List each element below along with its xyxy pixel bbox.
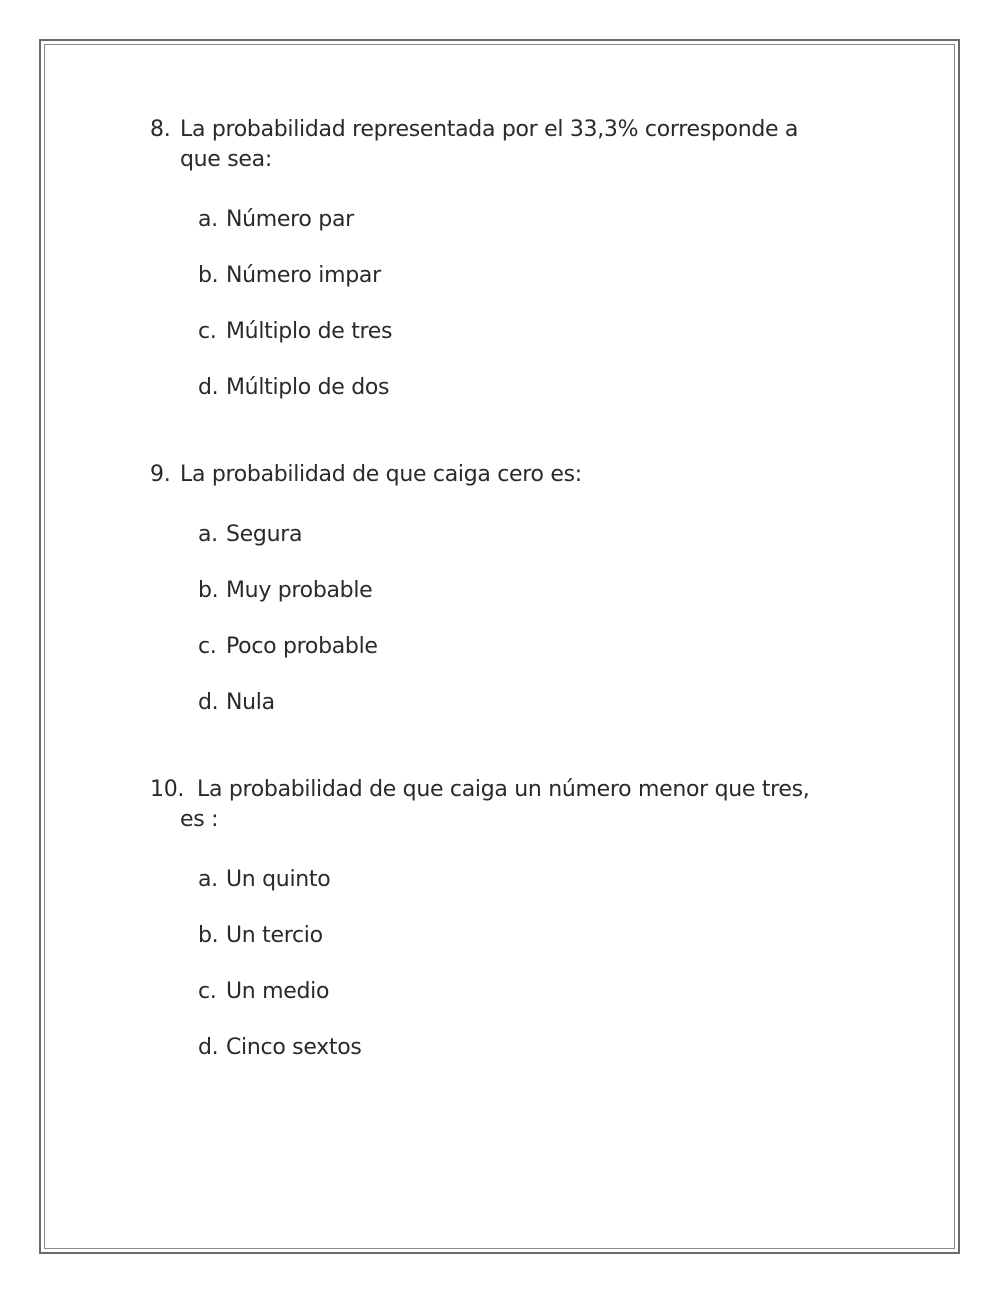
question-text: La probabilidad representada por el 33,3% corresponde a (180, 117, 799, 142)
option-letter: b. (198, 263, 219, 288)
question-9 (150, 460, 850, 490)
option-b[interactable] (198, 921, 362, 977)
option-a[interactable] (198, 205, 392, 261)
options-question-10 (198, 865, 362, 1089)
option-text: Poco probable (226, 634, 378, 659)
option-letter: c. (198, 319, 217, 344)
option-text: Múltiplo de tres (226, 319, 393, 344)
option-a[interactable] (198, 865, 362, 921)
option-letter: d. (198, 375, 219, 400)
question-text: La probabilidad de que caiga un número menor que tres, (197, 777, 810, 802)
option-letter: a. (198, 207, 218, 232)
question-8 (150, 115, 850, 175)
option-text: Cinco sextos (226, 1035, 362, 1060)
option-text: Número impar (226, 263, 381, 288)
option-text: Un tercio (226, 923, 323, 948)
option-b[interactable] (198, 576, 378, 632)
question-text: La probabilidad de que caiga cero es: (180, 462, 582, 487)
question-text-continued: que sea: (180, 147, 272, 172)
option-c[interactable] (198, 632, 378, 688)
question-number: 8. (150, 117, 171, 142)
option-text: Múltiplo de dos (226, 375, 390, 400)
option-d[interactable] (198, 373, 392, 429)
option-d[interactable] (198, 688, 378, 744)
option-letter: b. (198, 923, 219, 948)
option-a[interactable] (198, 520, 378, 576)
option-text: Segura (226, 522, 303, 547)
question-number: 10. (150, 777, 185, 802)
options-question-8 (198, 205, 392, 429)
options-question-9 (198, 520, 378, 744)
option-text: Un quinto (226, 867, 331, 892)
option-letter: d. (198, 690, 219, 715)
option-text: Un medio (226, 979, 330, 1004)
option-text: Muy probable (226, 578, 373, 603)
option-letter: a. (198, 522, 218, 547)
option-letter: b. (198, 578, 219, 603)
option-b[interactable] (198, 261, 392, 317)
option-c[interactable] (198, 317, 392, 373)
option-text: Número par (226, 207, 354, 232)
question-10 (150, 775, 850, 835)
option-letter: d. (198, 1035, 219, 1060)
option-letter: c. (198, 979, 217, 1004)
option-letter: a. (198, 867, 218, 892)
option-letter: c. (198, 634, 217, 659)
question-text-continued: es : (180, 807, 219, 832)
page-border-inner (44, 44, 955, 1249)
option-text: Nula (226, 690, 275, 715)
question-number: 9. (150, 462, 171, 487)
option-c[interactable] (198, 977, 362, 1033)
option-d[interactable] (198, 1033, 362, 1089)
